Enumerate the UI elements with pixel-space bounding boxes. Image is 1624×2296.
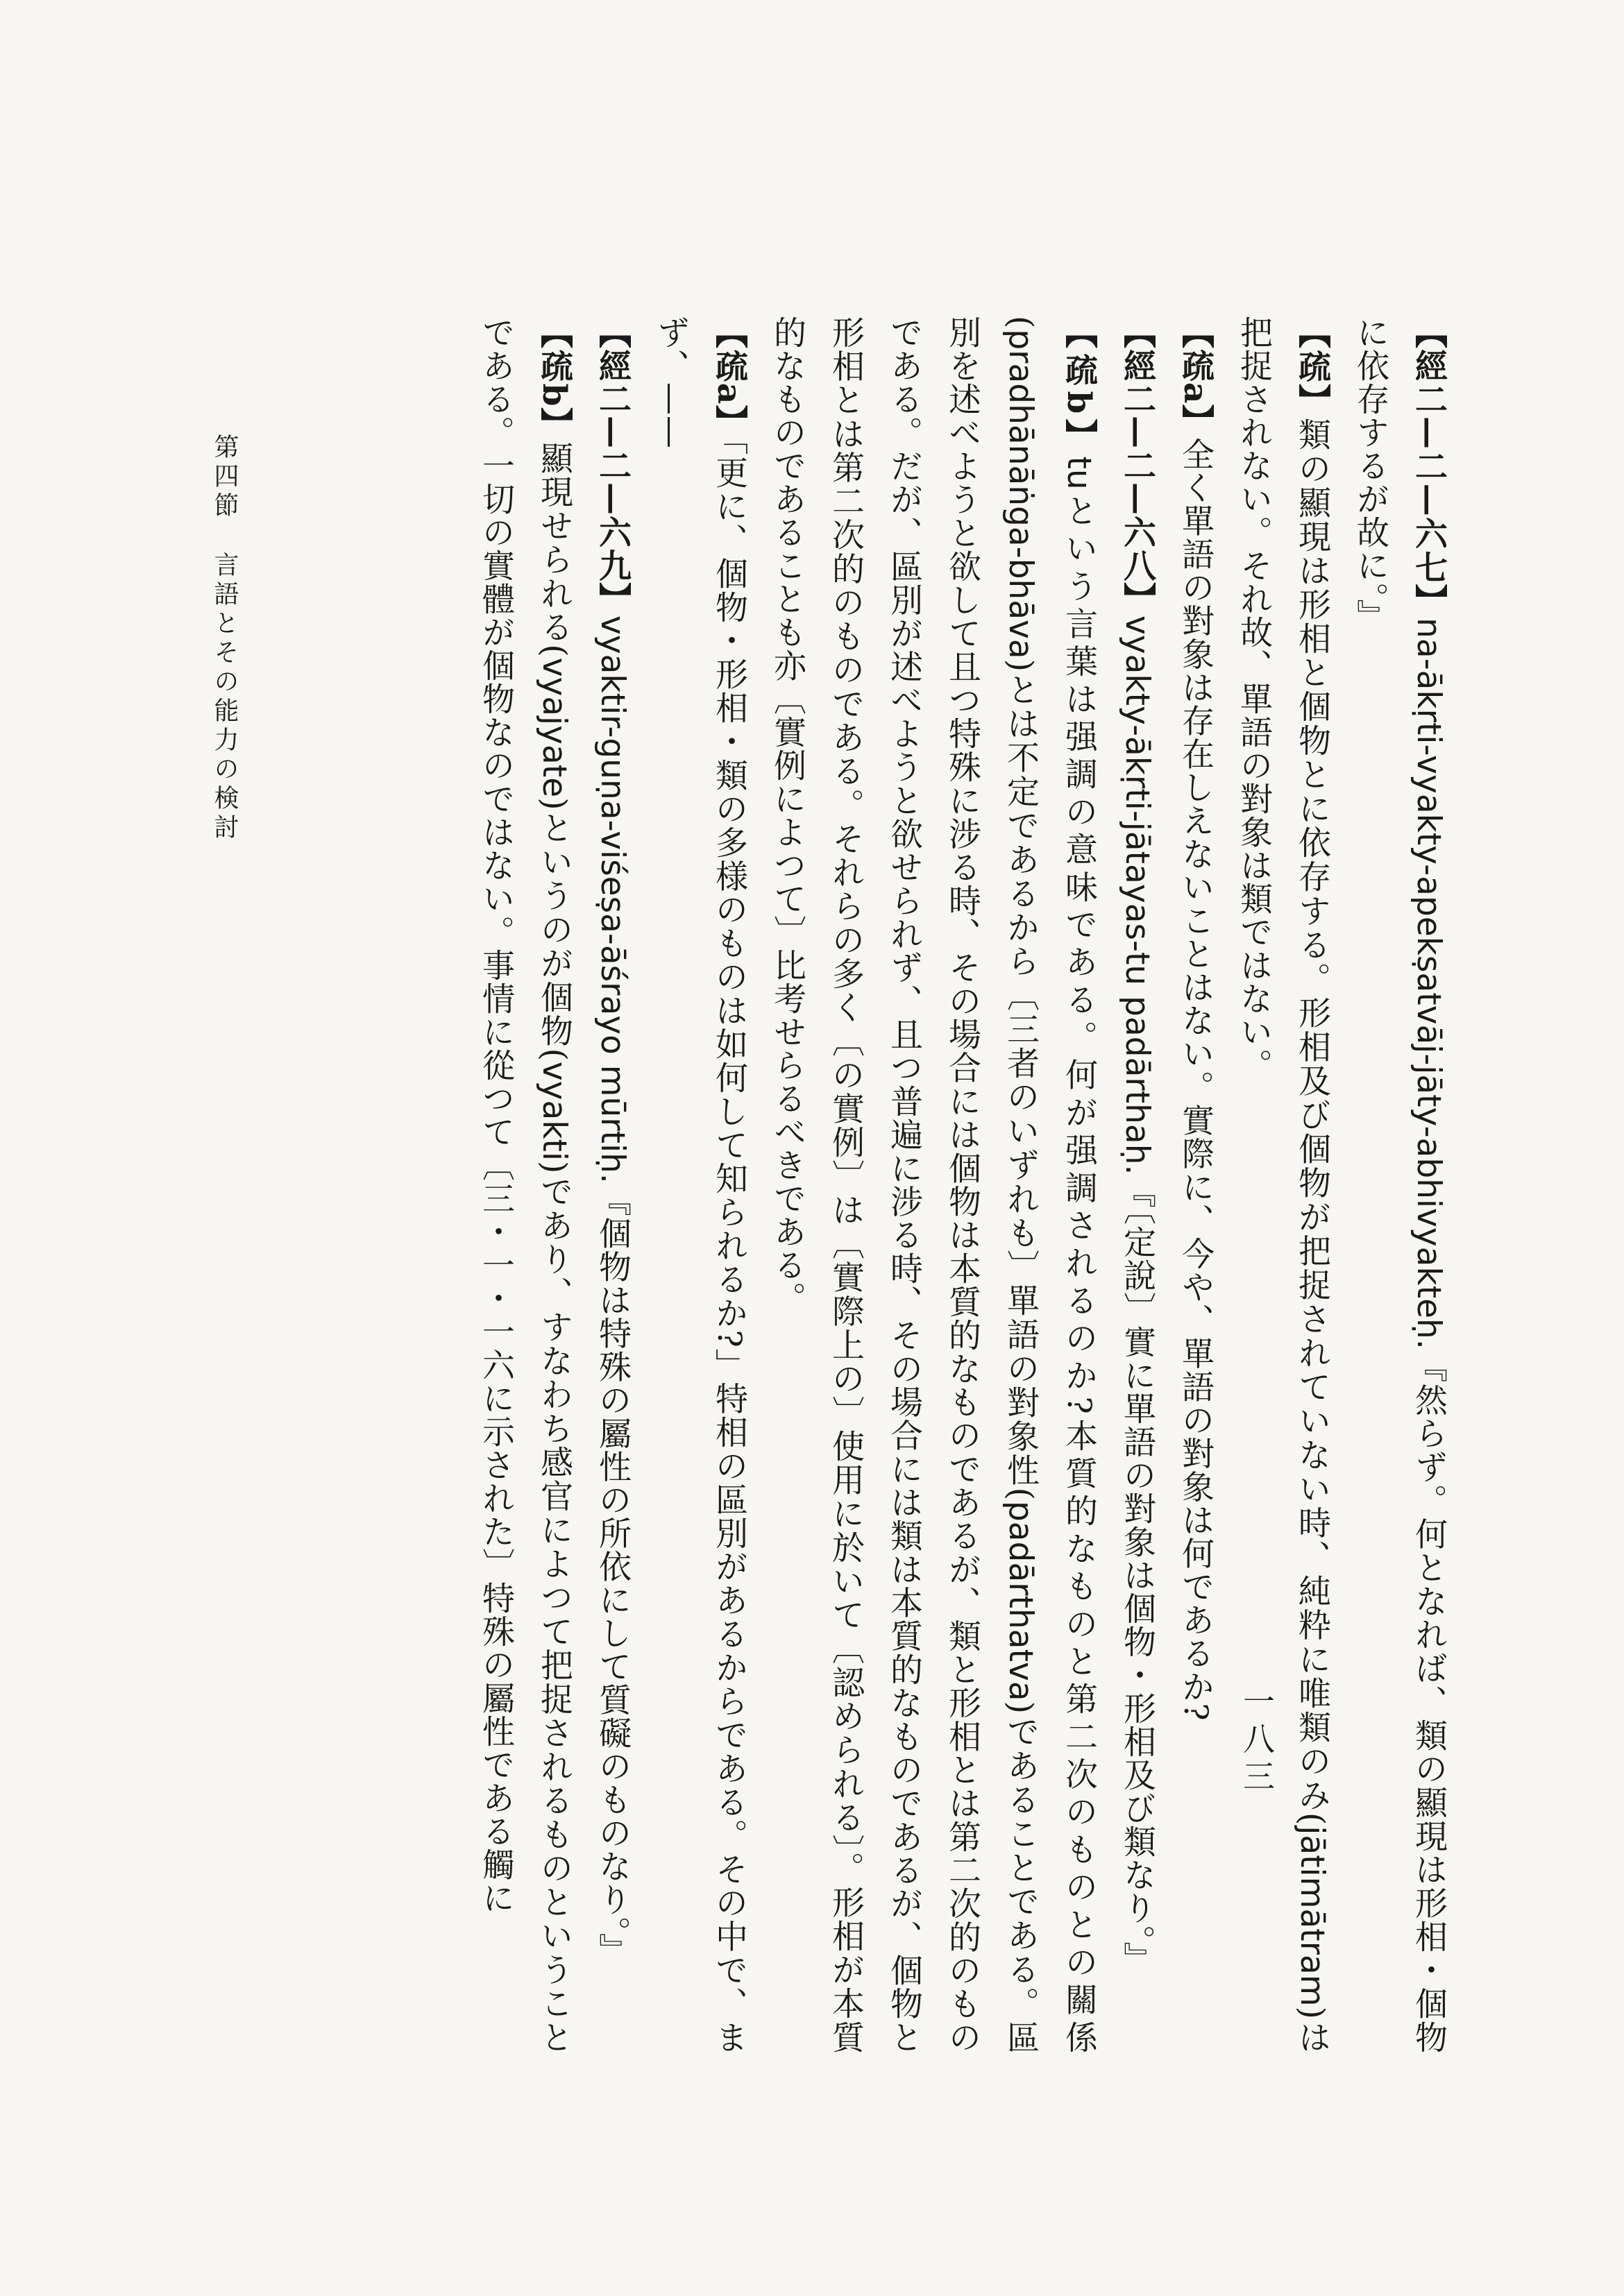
body-text: )というのが個物( xyxy=(535,797,573,1062)
body-text: )は把捉されない。それ故、單語の對象は類ではない。 xyxy=(1235,316,1331,2054)
running-head-section: 第四節 xyxy=(210,434,239,521)
paragraph xyxy=(1108,316,1166,2054)
body-text: という言葉は强調の意味である。何が强調されるのか?本質的なものと第二次のものとの關係( xyxy=(1001,316,1098,2054)
body-text: 全く單語の對象は存在しえないことはない。實際に、今や、單語の對象は何であるか? xyxy=(1176,437,1215,1721)
sanskrit-text: vyakty-ākṛti-jātayas-tu padārthaḥ. xyxy=(1118,615,1156,1175)
running-head-title: 言語とその能力の検討 xyxy=(210,552,239,843)
body-text: 『個物は特殊の屬性の所依にして質礙のものなり。』 xyxy=(593,1183,632,1967)
sanskrit-text: vyakti xyxy=(535,1061,573,1162)
paragraph xyxy=(758,316,1108,2054)
sanskrit-text: vyaktir-guṇa-viśeṣa-āśrayo mūrtiḥ. xyxy=(593,615,632,1184)
paragraph-marker: 【疏】 xyxy=(1293,316,1331,418)
body-text: )とは不定であるから〔三者のいずれも〕單語の對象性( xyxy=(1001,658,1040,1501)
sanskrit-text: padārthatva xyxy=(1001,1500,1040,1701)
paragraph-marker: 【疏b】 xyxy=(1060,316,1098,457)
page-number: 一八三 xyxy=(1238,1685,1276,1797)
paragraph xyxy=(1166,316,1224,2054)
sanskrit-text: pradhānāṅga-bhāva xyxy=(1001,329,1040,659)
sanskrit-text: vyajyate xyxy=(535,657,573,798)
body-text: 類の顯現は形相と個物とに依存する。形相及び個物が把捉されていない時、純粋に唯類のみ( xyxy=(1293,418,1331,1826)
body-text: )であることである。區別を述べようと欲して且つ特殊に涉る時、その場合には個物は本質的なものであるが、類と形相とは第二次的のものである。だが、區別が述べようと欲せられず、且つ普遍に涉る時、その場合には類は本質的なものであるが、個物と形相とは第二次的のものである。それらの多く〔の實例〕は〔實際上の〕使用に於いて〔認められる〕。形相が本質的なものであることも亦〔實例によつて〕比考せらるべきである。 xyxy=(768,316,1040,2054)
paragraph-marker: 【經二—二—六九】 xyxy=(593,316,632,615)
body-text: 『〔定說〕實に單語の對象は個物・形相及び類なり。』 xyxy=(1118,1175,1156,1975)
body-text: 『然らず。何となれば、類の顯現は形相・個物に依存するが故に。』 xyxy=(1351,316,1448,2054)
paragraph-marker: 【經二—二—六八】 xyxy=(1118,316,1156,615)
paragraph-marker: 【疏a】 xyxy=(1176,316,1215,438)
paragraph xyxy=(1341,316,1457,2054)
sanskrit-text: na-ākṛti-vyakty-apekṣatvāj-jāty-abhivyakteḥ. xyxy=(1410,618,1448,1350)
paragraph xyxy=(641,316,758,2054)
paragraph-marker: 【疏a】 xyxy=(710,316,748,439)
body-text: 「更に、個物・形相・類の多様のものは如何して知られるか?」特相の區別があるからである。その中で、まず、—— xyxy=(652,316,748,2054)
body-text: )であり、すなわち感官によつて把捉されるものということである。一切の實體が個物なのではない。事情に從つて〔三・一・一六に示された〕特殊の屬性である觸に xyxy=(477,316,573,2054)
paragraph xyxy=(583,316,641,2054)
body-text: 顯現せられる( xyxy=(535,441,573,658)
paragraph-marker: 【經二—二—六七】 xyxy=(1410,316,1448,618)
paragraph-marker: 【疏b】 xyxy=(535,316,573,441)
sanskrit-text: tu xyxy=(1060,456,1098,490)
running-head xyxy=(207,434,242,843)
sanskrit-text: jātimātram xyxy=(1293,1826,1331,2007)
paragraph xyxy=(466,316,583,2054)
